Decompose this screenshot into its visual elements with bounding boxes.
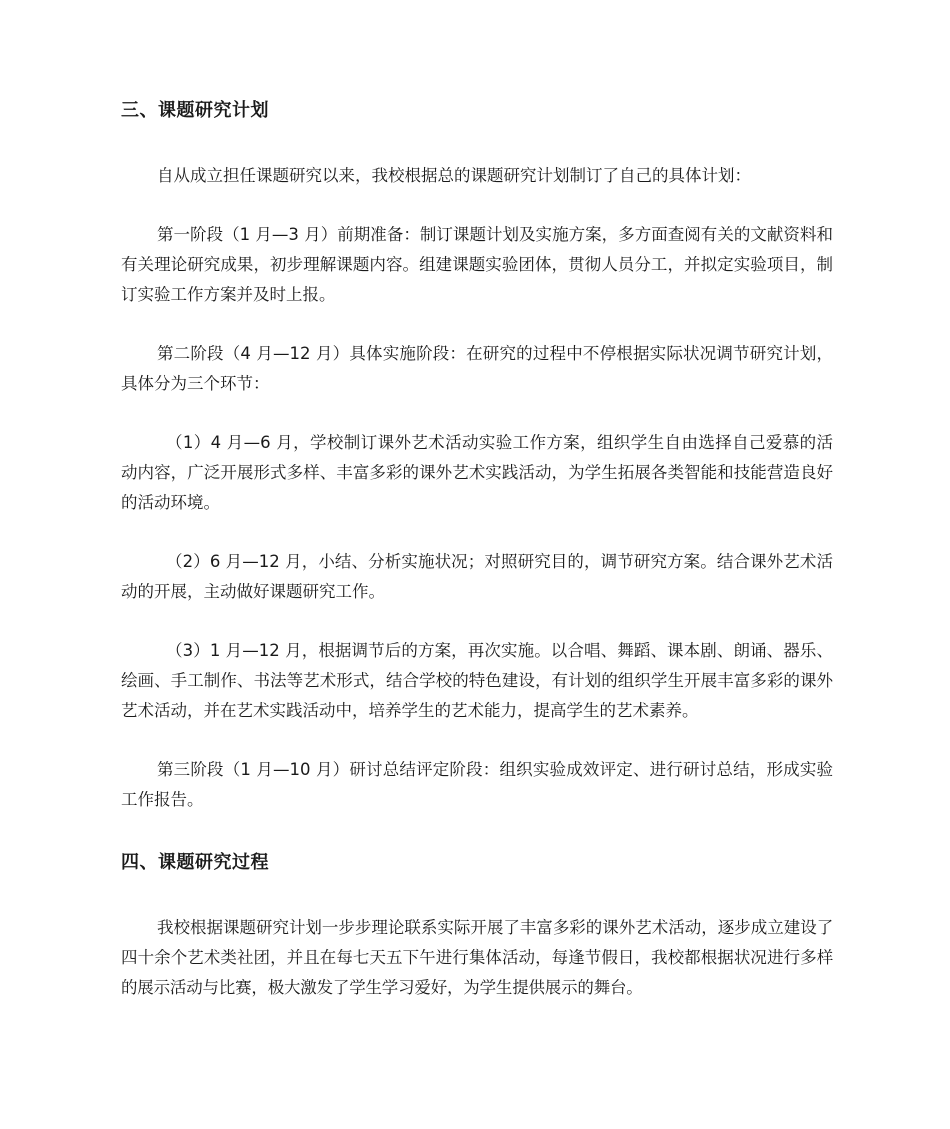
section-3-intro-paragraph: 自从成立担任课题研究以来，我校根据总的课题研究计划制订了自己的具体计划：: [157, 166, 751, 185]
stage-2-step-3-paragraph: （3）1 月—12 月，根据调节后的方案，再次实施。以合唱、舞蹈、课本剧、朗诵、器乐、绘画、手工制作、书法等艺术形式，结合学校的特色建设，有计划的组织学生开展丰富多彩的课外艺术活动，并在艺术实践活动中，培养学生的艺术能力，提高学生的艺术素养。: [121, 641, 833, 720]
section-4-heading: 四、课题研究过程: [121, 852, 269, 873]
stage-1-paragraph: 第一阶段（1 月—3 月）前期准备：制订课题计划及实施方案，多方面查阅有关的文献资料和有关理论研究成果，初步理解课题内容。组建课题实验团体，贯彻人员分工，并拟定实验项目，制订实验工作方案并及时上报。: [121, 225, 833, 304]
document-page: [121, 96, 833, 1003]
stage-3-paragraph: 第三阶段（1 月—10 月）研讨总结评定阶段：组织实验成效评定、进行研讨总结，形成实验工作报告。: [121, 760, 833, 809]
section-4-paragraph: 我校根据课题研究计划一步步理论联系实际开展了丰富多彩的课外艺术活动，逐步成立建设了四十余个艺术类社团，并且在每七天五下午进行集体活动，每逢节假日，我校都根据状况进行多样的展示活动与比赛，极大激发了学生学习爱好，为学生提供展示的舞台。: [121, 918, 833, 997]
section-3-heading: 三、课题研究计划: [121, 100, 269, 121]
stage-2-paragraph: 第二阶段（4 月—12 月）具体实施阶段：在研究的过程中不停根据实际状况调节研究计划，具体分为三个环节：: [121, 344, 833, 393]
stage-2-step-1-paragraph: （1）4 月—6 月，学校制订课外艺术活动实验工作方案，组织学生自由选择自己爱慕的活动内容，广泛开展形式多样、丰富多彩的课外艺术实践活动，为学生拓展各类智能和技能营造良好的活动环境。: [121, 433, 833, 512]
stage-2-step-2-paragraph: （2）6 月—12 月，小结、分析实施状况；对照研究目的，调节研究方案。结合课外艺术活动的开展，主动做好课题研究工作。: [121, 552, 833, 601]
